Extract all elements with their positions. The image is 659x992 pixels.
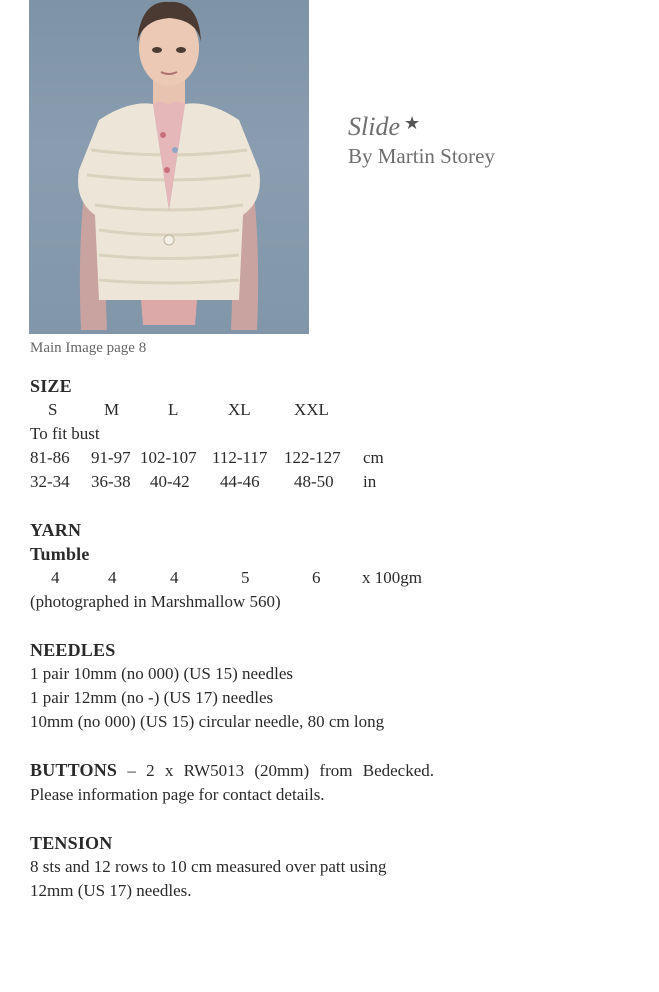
cm-value: 81-86 bbox=[30, 448, 70, 467]
difficulty-star-icon: ★ bbox=[404, 113, 421, 133]
size-label: XXL bbox=[294, 400, 329, 419]
fit-bust-label: To fit bust bbox=[30, 424, 100, 443]
yarn-quantities-row bbox=[30, 566, 434, 590]
size-label: M bbox=[104, 400, 120, 419]
in-value: 36-38 bbox=[91, 472, 131, 491]
pattern-author: By Martin Storey bbox=[348, 144, 495, 168]
in-value: 40-42 bbox=[150, 472, 190, 491]
size-heading: SIZE bbox=[30, 376, 72, 396]
in-unit: in bbox=[363, 472, 377, 491]
yarn-name: Tumble bbox=[30, 544, 90, 564]
tension-text: 8 sts and 12 rows to 10 cm measured over patt using 12mm (US 17) needles. bbox=[30, 857, 387, 900]
yarn-quantity: 4 bbox=[51, 568, 60, 587]
cm-value: 122-127 bbox=[284, 448, 341, 467]
cm-unit: cm bbox=[363, 448, 384, 467]
yarn-heading: YARN bbox=[30, 520, 82, 540]
cm-value: 112-117 bbox=[212, 448, 268, 467]
buttons-text: – 2 x RW5013 (20mm) from Bedecked. Please information page for contact details. bbox=[30, 761, 434, 804]
cm-value: 91-97 bbox=[91, 448, 131, 467]
needle-line: 1 pair 12mm (no -) (US 17) needles bbox=[30, 688, 274, 707]
pattern-title-block bbox=[348, 112, 495, 169]
cm-value: 102-107 bbox=[140, 448, 197, 467]
yarn-unit: x 100gm bbox=[362, 568, 422, 587]
yarn-quantity: 4 bbox=[170, 568, 179, 587]
in-value: 44-46 bbox=[220, 472, 260, 491]
needles-heading: NEEDLES bbox=[30, 640, 116, 660]
model-photo-illustration bbox=[29, 0, 309, 334]
in-value: 32-34 bbox=[30, 472, 70, 491]
size-label: L bbox=[168, 400, 179, 419]
yarn-quantity: 5 bbox=[241, 568, 250, 587]
in-measurements-row bbox=[30, 470, 434, 494]
buttons-section bbox=[30, 758, 434, 807]
size-labels-row bbox=[30, 398, 434, 422]
size-label: S bbox=[48, 400, 58, 419]
cm-measurements-row bbox=[30, 446, 434, 470]
yarn-quantity: 6 bbox=[312, 568, 321, 587]
yarn-note: (photographed in Marshmallow 560) bbox=[30, 592, 281, 611]
in-value: 48-50 bbox=[294, 472, 334, 491]
needle-line: 1 pair 10mm (no 000) (US 15) needles bbox=[30, 664, 293, 683]
pattern-title: Slide ★ bbox=[348, 112, 421, 141]
buttons-heading: BUTTONS bbox=[30, 760, 118, 780]
photo-caption: Main Image page 8 bbox=[30, 340, 147, 356]
needle-line: 10mm (no 000) (US 15) circular needle, 80 cm long bbox=[30, 712, 385, 731]
yarn-quantity: 4 bbox=[108, 568, 117, 587]
main-photo bbox=[29, 0, 309, 334]
size-label: XL bbox=[228, 400, 251, 419]
tension-heading: TENSION bbox=[30, 833, 113, 853]
pattern-details bbox=[30, 374, 434, 903]
